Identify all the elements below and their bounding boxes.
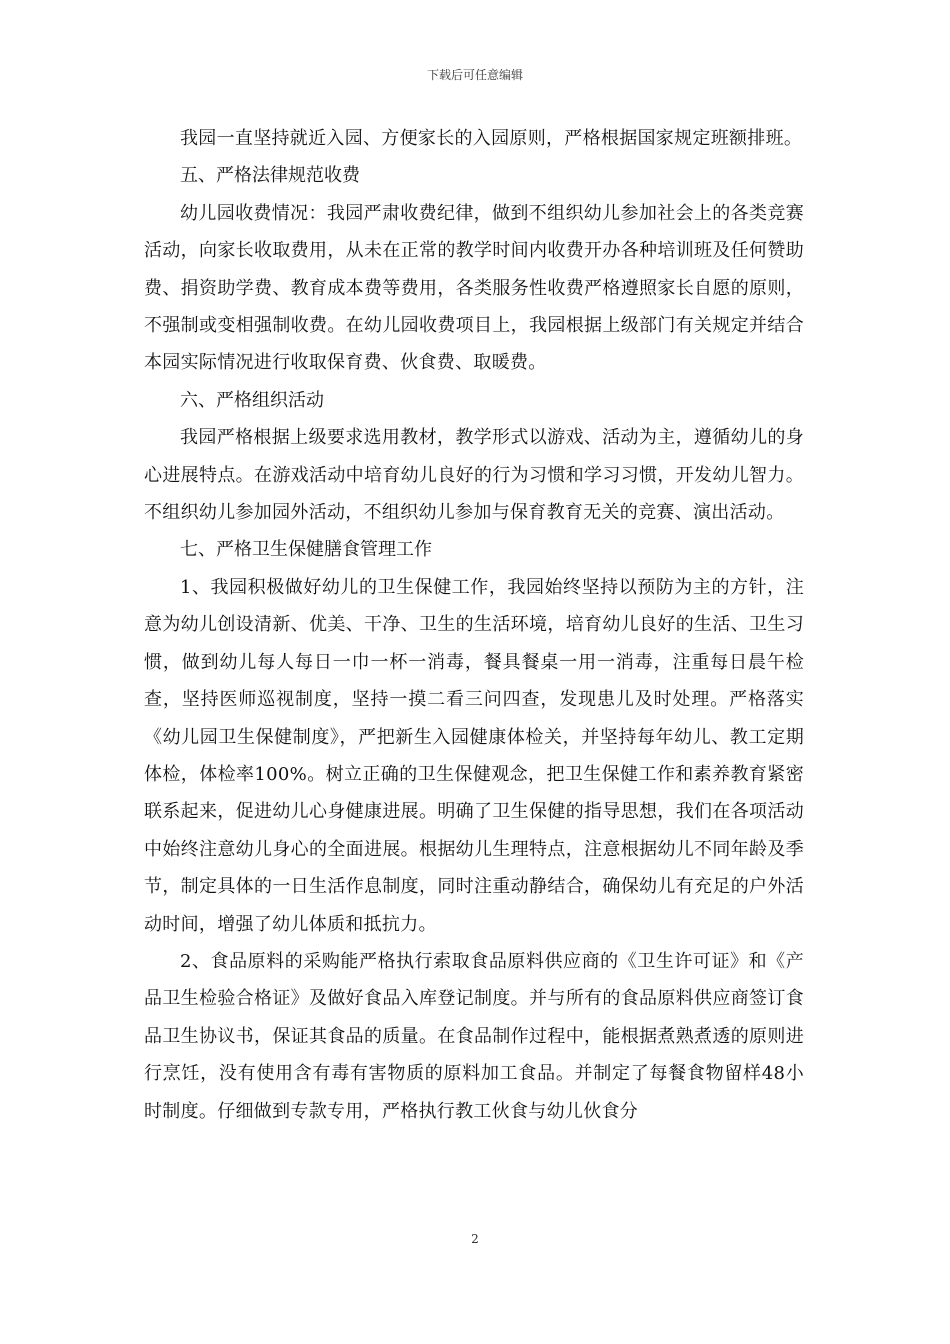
paragraph-health-1: 1、我园积极做好幼儿的卫生保健工作，我园始终坚持以预防为主的方针，注意为幼儿创设清新、优美、干净、卫生的生活环境，培育幼儿良好的生活、卫生习惯，做到幼儿每人每日一巾一杯一消毒，餐具餐桌一用一消毒，注重每日晨午检查，坚持医师巡视制度，坚持一摸二看三问四查，发现患儿及时处理。严格落实《幼儿园卫生保健制度》，严把新生入园健康体检关，并坚持每年幼儿、教工定期体检，体检率100%。树立正确的卫生保健观念，把卫生保健工作和素养教育紧密联系起来，促进幼儿心身健康进展。明确了卫生保健的指导思想，我们在各项活动中始终注意幼儿身心的全面进展。根据幼儿生理特点，注意根据幼儿不同年龄及季节，制定具体的一日生活作息制度，同时注重动静结合，确保幼儿有充足的户外活动时间，增强了幼儿体质和抵抗力。: [144, 576, 804, 935]
paragraph-activities: 我园严格根据上级要求选用教材，教学形式以游戏、活动为主，遵循幼儿的身心进展特点。在游戏活动中培育幼儿良好的行为习惯和学习习惯，开发幼儿智力。不组织幼儿参加园外活动，不组织幼儿参加与保育教育无关的竞赛、演出活动。: [144, 427, 804, 524]
section-heading-activities: 六、严格组织活动: [180, 389, 324, 411]
paragraph-fees: 幼儿园收费情况：我园严肃收费纪律，做到不组织幼儿参加社会上的各类竞赛活动，向家长收取费用，从未在正常的教学时间内收费开办各种培训班及任何赞助费、捐资助学费、教育成本费等费用，各类服务性收费严格遵照家长自愿的原则，不强制或变相强制收费。在幼儿园收费项目上，我园根据上级部门有关规定并结合本园实际情况进行收取保育费、伙食费、取暖费。: [144, 202, 804, 374]
paragraph-health-2: 2、食品原料的采购能严格执行索取食品原料供应商的《卫生许可证》和《产品卫生检验合格证》及做好食品入库登记制度。并与所有的食品原料供应商签订食品卫生协议书，保证其食品的质量。在食品制作过程中，能根据煮熟煮透的原则进行烹饪，没有使用含有毒有害物质的原料加工食品。并制定了每餐食物留样48小时制度。仔细做到专款专用，严格执行教工伙食与幼儿伙食分: [144, 950, 804, 1122]
section-heading-fees: 五、严格法律规范收费: [180, 165, 360, 187]
paragraph-enrollment: 我园一直坚持就近入园、方便家长的入园原则，严格根据国家规定班额排班。: [180, 128, 803, 149]
document-body: [144, 120, 804, 1130]
page-header: 下载后可任意编辑: [426, 68, 523, 82]
page-number: 2: [471, 1232, 479, 1246]
section-heading-health: 七、严格卫生保健膳食管理工作: [180, 539, 432, 561]
